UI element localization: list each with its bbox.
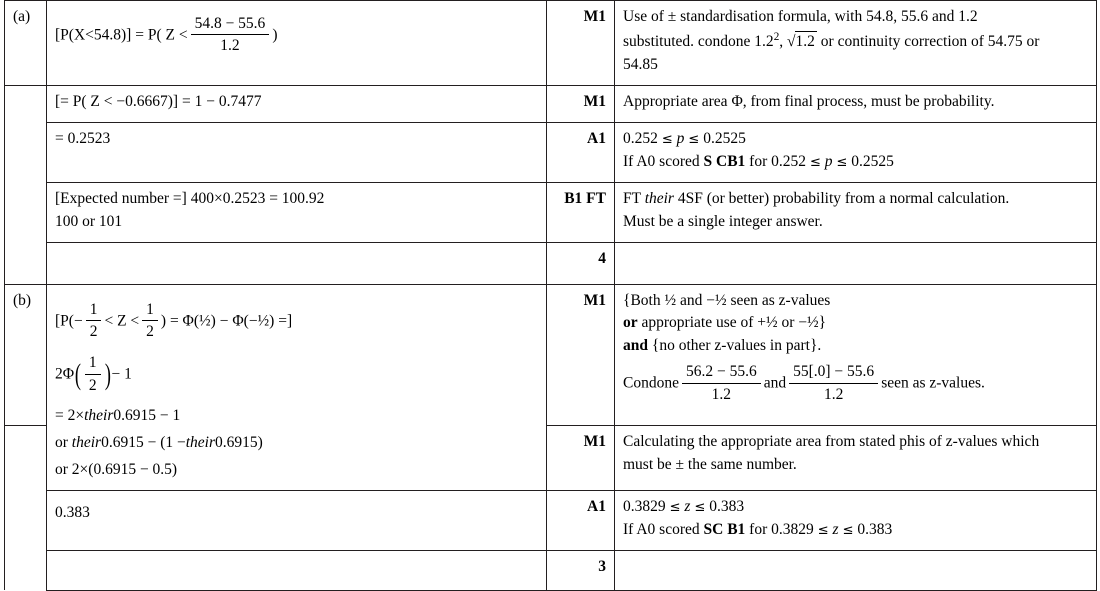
note-line: Must be a single integer answer.	[623, 212, 823, 230]
fraction-denominator: 2	[89, 322, 98, 340]
fraction-numerator: 1	[86, 300, 102, 321]
working-text: = 0.2523	[55, 129, 111, 147]
working-text: 0.383	[55, 503, 90, 521]
minus-sign: −	[73, 311, 83, 329]
working-text: 100 or 101	[55, 212, 123, 230]
table-row	[5, 1, 1097, 86]
working-text: 2Φ	[55, 365, 75, 383]
total-mark-cell: 4	[547, 242, 615, 284]
note-line	[623, 520, 1088, 541]
working-cell-empty	[47, 242, 547, 284]
part-label-empty	[5, 490, 47, 550]
note-text: 0.252	[623, 129, 658, 147]
part-label-empty	[5, 182, 47, 242]
mark-cell: M1	[547, 284, 615, 425]
less-equal-icon: ≤	[809, 154, 821, 170]
notes-cell	[615, 490, 1097, 550]
variable: z	[832, 520, 839, 538]
note-line: {Both ½ and −½ seen as z-values	[623, 291, 831, 309]
working-cell-empty	[47, 550, 547, 590]
superscript: 2	[773, 30, 780, 43]
less-equal-icon: ≤	[669, 499, 681, 515]
notes-cell-empty	[615, 550, 1097, 590]
note-line	[623, 152, 1088, 173]
working-text: ) = Φ(½) − Φ(−½) =]	[160, 311, 293, 329]
fraction-denominator: 1.2	[220, 37, 240, 55]
fraction-denominator: 2	[146, 322, 154, 340]
part-label-b: (b)	[5, 284, 47, 425]
fraction	[142, 300, 158, 342]
fraction	[789, 362, 878, 404]
working-text: 0.6915 − 1	[113, 407, 181, 425]
working-cell	[47, 284, 547, 490]
working-line	[55, 354, 538, 396]
note-line: Calculating the appropriate area from stated phis of z-values which	[623, 432, 1040, 450]
mark-code: S CB1	[703, 152, 746, 170]
working-line	[55, 433, 538, 454]
working-text: 0.6915 − (1 −	[101, 433, 186, 451]
note-line	[623, 189, 1088, 210]
table-row	[5, 284, 1097, 425]
table-row	[5, 182, 1097, 242]
fraction-numerator: 1	[142, 300, 158, 321]
note-line: 54.85	[623, 56, 658, 73]
table-row-total	[5, 242, 1097, 284]
table-row	[5, 122, 1097, 182]
emphasis: and	[623, 337, 648, 355]
part-label-empty	[5, 122, 47, 182]
working-text: or	[55, 433, 68, 451]
mark-cell: B1 FT	[547, 182, 615, 242]
note-line	[623, 313, 1088, 334]
note-line: must be ± the same number.	[623, 455, 797, 473]
mark-cell: A1	[547, 122, 615, 182]
working-cell	[47, 182, 547, 242]
fraction	[682, 362, 761, 404]
working-line	[55, 406, 538, 427]
note-text: If A0 scored	[623, 520, 700, 538]
note-text: 0.383	[857, 520, 893, 538]
mark-cell: M1	[547, 1, 615, 86]
part-label-a: (a)	[5, 1, 47, 86]
emphasis: or	[623, 314, 638, 332]
variable: p	[824, 152, 833, 170]
note-text: 4SF (or better) probability from a normal calculation.	[677, 189, 1010, 207]
fraction-numerator: 54.8 − 55.6	[191, 14, 270, 35]
less-equal-icon: ≤	[694, 499, 706, 515]
note-text: {no other z-values in part}.	[651, 337, 822, 355]
mark-cell: A1	[547, 490, 615, 550]
fraction-numerator: 55[.0] − 55.6	[789, 362, 878, 383]
fraction-numerator: 56.2 − 55.6	[682, 362, 761, 383]
notes-cell	[615, 284, 1097, 425]
note-text: and	[763, 374, 787, 392]
note-text: If A0 scored	[623, 152, 700, 170]
table-row	[5, 490, 1097, 550]
note-text: 0.383	[709, 497, 745, 515]
note-text: ,	[779, 33, 784, 51]
fraction-denominator: 1.2	[823, 385, 844, 403]
less-equal-icon: ≤	[836, 154, 848, 170]
working-cell	[47, 122, 547, 182]
note-text: 0.2525	[851, 152, 894, 170]
fraction-numerator: 1	[85, 353, 101, 374]
variable: p	[676, 129, 685, 147]
note-text: seen as z-values.	[881, 374, 985, 392]
note-text: for 0.252	[749, 152, 806, 170]
sqrt-symbol: √1.2	[787, 31, 817, 53]
working-text: < Z <	[104, 311, 140, 329]
notes-cell: Appropriate area Φ, from final process, must be probability.	[615, 85, 1097, 122]
note-text: or continuity correction of 54.75 or	[820, 33, 1040, 51]
working-cell	[47, 1, 547, 86]
working-text-suffix: )	[272, 26, 278, 44]
working-text: − 1	[111, 365, 132, 383]
less-equal-icon: ≤	[817, 522, 829, 538]
working-text: [= P( Z < −0.6667)] = 1 − 0.7477	[55, 92, 262, 110]
notes-cell-empty	[615, 242, 1097, 284]
table-row	[5, 85, 1097, 122]
working-text: [P(	[55, 311, 74, 329]
less-equal-icon: ≤	[661, 131, 673, 147]
note-text: appropriate use of +½ or −½}	[641, 314, 827, 332]
fraction	[85, 353, 101, 395]
working-text: = 2×	[55, 407, 85, 425]
part-label-empty	[5, 550, 47, 590]
note-text: for 0.3829	[749, 520, 814, 538]
mark-code: SC B1	[703, 520, 746, 538]
working-text: 0.6915)	[215, 433, 263, 451]
part-label-empty	[5, 85, 47, 122]
working-text: [P(X<54.8)] = P( Z <	[55, 26, 188, 44]
mark-cell: M1	[547, 425, 615, 490]
left-paren: (	[74, 358, 82, 391]
note-text: substituted. condone 1.2	[623, 33, 774, 51]
notes-cell	[615, 1, 1097, 86]
part-label-empty	[5, 242, 47, 284]
fraction-denominator: 1.2	[711, 385, 732, 403]
emphasis: their	[644, 189, 674, 207]
note-text: 0.2525	[703, 129, 746, 147]
working-text: [Expected number =] 400×0.2523 = 100.92	[55, 189, 325, 207]
emphasis: their	[185, 433, 216, 451]
note-line	[623, 336, 1088, 357]
fraction	[191, 14, 270, 56]
working-line: or 2×(0.6915 − 0.5)	[55, 460, 178, 478]
variable: z	[684, 497, 691, 515]
emphasis: their	[84, 407, 114, 425]
note-text: Condone	[623, 374, 679, 392]
mark-cell: M1	[547, 85, 615, 122]
total-mark-cell: 3	[547, 550, 615, 590]
note-text: 0.3829	[623, 497, 666, 515]
notes-cell	[615, 122, 1097, 182]
part-label-empty	[5, 425, 47, 490]
note-line: Use of ± standardisation formula, with 54.8, 55.6 and 1.2	[623, 8, 978, 25]
note-line	[623, 497, 1088, 518]
note-text: FT	[623, 189, 641, 207]
note-line	[623, 129, 1088, 150]
less-equal-icon: ≤	[842, 522, 854, 538]
notes-cell	[615, 182, 1097, 242]
less-equal-icon: ≤	[688, 131, 700, 147]
emphasis: their	[71, 433, 102, 451]
notes-cell	[615, 425, 1097, 490]
right-paren: )	[104, 358, 111, 391]
fraction-denominator: 2	[88, 376, 97, 394]
sqrt-radicand: 1.2	[795, 31, 817, 53]
table-row-total	[5, 550, 1097, 590]
working-line	[55, 301, 538, 343]
working-cell	[47, 85, 547, 122]
fraction	[86, 300, 102, 342]
working-cell	[47, 490, 547, 550]
note-line	[623, 30, 1088, 53]
mark-scheme-table	[4, 0, 1097, 591]
note-line	[623, 363, 1088, 405]
